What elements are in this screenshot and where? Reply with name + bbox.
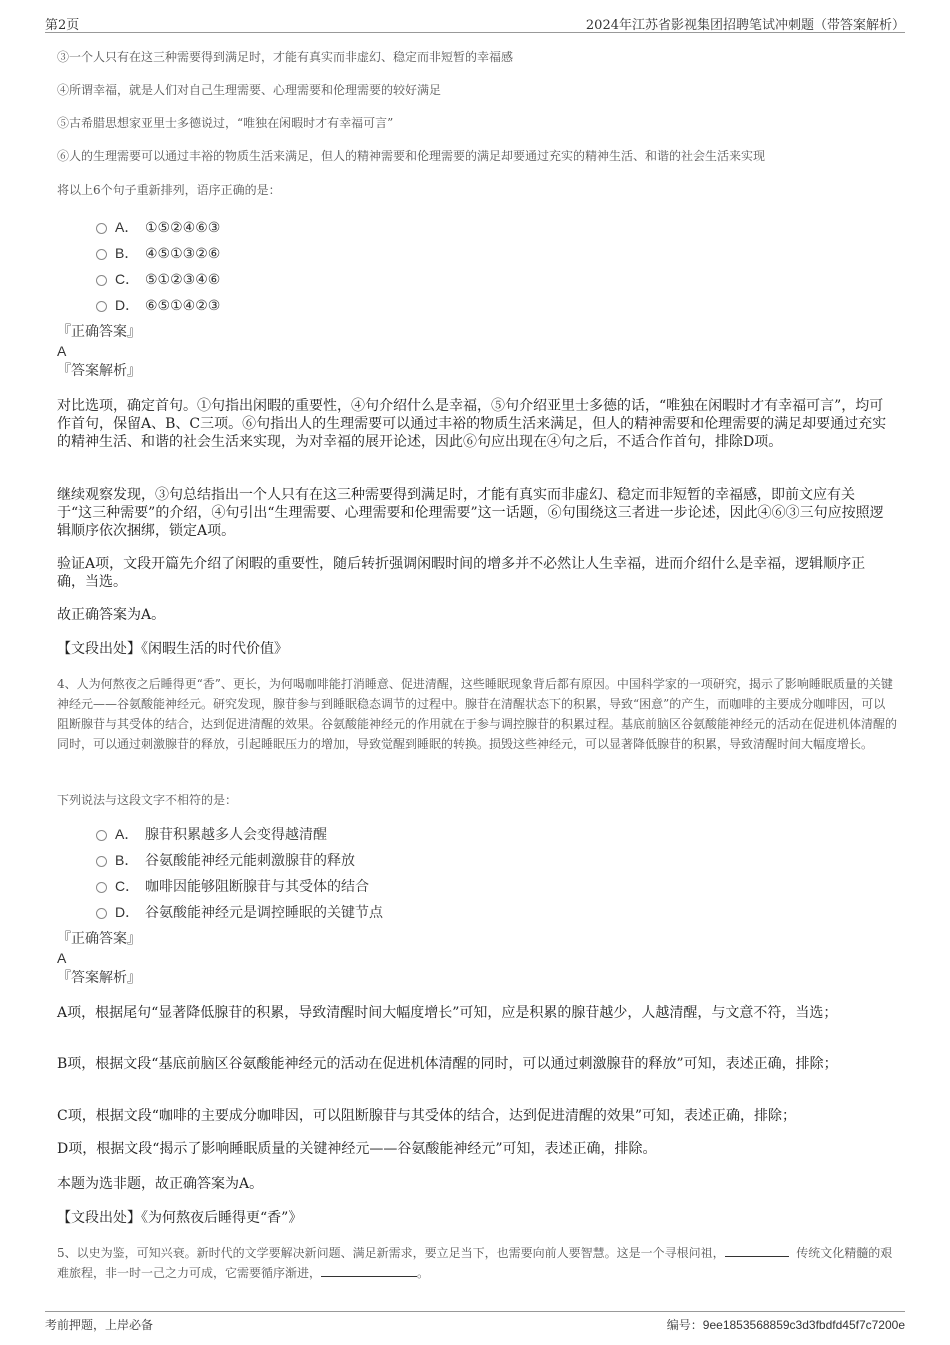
q4-analysis-conclusion: 本题为选非题，故正确答案为A。 [57, 1176, 264, 1192]
footer-slogan: 考前押题，上岸必备 [45, 1318, 154, 1332]
q3-analysis-paragraph: 对比选项，确定首句。①句指出闲暇的重要性，④句介绍什么是幸福，⑤句介绍亚里士多德的话，“唯独在闲暇时才有幸福可言”，均可作首句，保留A、B、C三项。⑥句指出人的生理需要可以通过丰裕的物质生活来满足，但人的精神需要和伦理需要的满足却要通过充实的精神生活、和谐的社会生活来实现，为对幸福的展开论述，因此⑥句应出现在④句之后，不适合作首句，排除D项。 [57, 398, 887, 450]
q4-analysis-paragraph: B项，根据文段“基底前脑区谷氨酸能神经元的活动在促进机体清醒的同时，可以通过刺激腺苷的释放”可知，表述正确，排除； [57, 1056, 838, 1072]
radio-icon[interactable] [96, 908, 107, 919]
q4-analysis-paragraph: A项，根据尾句“显著降低腺苷的积累，导致清醒时间大幅度增长”可知，应是积累的腺苷越少，人越清醒，与文意不符，当选； [57, 1005, 838, 1021]
fill-blank-1[interactable] [725, 1244, 789, 1257]
q3-prompt: 将以上6个句子重新排列，语序正确的是： [57, 183, 281, 197]
page-footer [45, 1311, 905, 1342]
q4-answer: A [57, 950, 67, 966]
q4-option-c[interactable]: C． 咖啡因能够阻断腺苷与其受体的结合 [96, 876, 369, 896]
radio-icon[interactable] [96, 223, 107, 234]
radio-icon[interactable] [96, 856, 107, 867]
radio-icon[interactable] [96, 249, 107, 260]
q3-analysis-paragraph: 继续观察发现，③句总结指出一个人只有在这三种需要得到满足时，才能有真实而非虚幻、稳定而非短暂的幸福感，即前文应有关于“这三种需要”的介绍，④句引出“生理需要、心理需要和伦理需要”这一话题，⑥句围绕这三者进一步论述，因此④⑥③三句应按照逻辑顺序依次捆绑，锁定A项。 [57, 487, 884, 539]
q4-prompt: 下列说法与这段文字不相符的是： [57, 793, 238, 807]
q3-sentence-3: ③一个人只有在这三种需要得到满足时，才能有真实而非虚幻、稳定而非短暂的幸福感 [57, 50, 514, 64]
q3-sentence-6: ⑥人的生理需要可以通过丰裕的物质生活来满足，但人的精神需要和伦理需要的满足却要通过充实的精神生活、和谐的社会生活来实现 [57, 149, 766, 163]
q3-analysis-conclusion: 故正确答案为A。 [57, 607, 166, 623]
q3-option-a[interactable]: A． ①⑤②④⑥③ [96, 217, 220, 237]
q4-answer-label: 『正确答案』 [57, 931, 141, 947]
radio-icon[interactable] [96, 301, 107, 312]
q4-analysis-paragraph: C项，根据文段“咖啡的主要成分咖啡因，可以阻断腺苷与其受体的结合，达到促进清醒的效果”可知，表述正确，排除； [57, 1108, 797, 1124]
q3-option-c[interactable]: C． ⑤①②③④⑥ [96, 269, 220, 289]
q4-source: 【文段出处】《为何熬夜后睡得更“香”》 [57, 1210, 303, 1226]
radio-icon[interactable] [96, 275, 107, 286]
q3-analysis-label: 『答案解析』 [57, 363, 141, 379]
q3-source: 【文段出处】《闲暇生活的时代价值》 [57, 641, 288, 657]
q4-analysis-label: 『答案解析』 [57, 970, 141, 986]
q4-option-a[interactable]: A． 腺苷积累越多人会变得越清醒 [96, 824, 327, 844]
q3-sentence-4: ④所谓幸福，就是人们对自己生理需要、心理需要和伦理需要的较好满足 [57, 83, 442, 97]
document-title: 2024年江苏省影视集团招聘笔试冲刺题（带答案解析） [585, 18, 905, 33]
footer-document-id: 编号：9ee1853568859c3d3fbdfd45f7c7200e [666, 1318, 905, 1332]
page-header [45, 0, 905, 33]
q3-sentence-5: ⑤古希腊思想家亚里士多德说过，“唯独在闲暇时才有幸福可言” [57, 116, 394, 130]
q5-stem: 5、以史为鉴，可知兴衰。新时代的文学要解决新问题、满足新需求，要立足当下，也需要向前人要智慧。这是一个寻根问祖， 传统文化精髓的艰难旅程，非一时一己之力可成，它需要循序渐进， 。 [57, 1246, 893, 1280]
radio-icon[interactable] [96, 882, 107, 893]
radio-icon[interactable] [96, 830, 107, 841]
q3-option-b[interactable]: B． ④⑤①③②⑥ [96, 243, 220, 263]
q3-option-d[interactable]: D． ⑥⑤①④②③ [96, 295, 220, 315]
fill-blank-2[interactable] [321, 1264, 417, 1277]
q4-option-d[interactable]: D． 谷氨酸能神经元是调控睡眠的关键节点 [96, 902, 383, 922]
q4-stem: 4、人为何熬夜之后睡得更“香”、更长，为何喝咖啡能打消睡意、促进清醒，这些睡眠现象背后都有原因。中国科学家的一项研究，揭示了影响睡眠质量的关键神经元——谷氨酸能神经元。研究发现，腺苷参与到睡眠稳态调节的过程中。腺苷在清醒状态下的积累，导致“困意”的产生，而咖啡的主要成分咖啡因，可以阻断腺苷与其受体的结合，达到促进清醒的效果。谷氨酸能神经元的作用就在于参与调控腺苷的积累过程。基底前脑区谷氨酸能神经元的活动在促进机体清醒的同时，可以通过刺激腺苷的释放，引起睡眠压力的增加，导致觉醒到睡眠的转换。损毁这些神经元，可以显著降低腺苷的积累，导致清醒时间大幅度增长。 [57, 677, 898, 751]
q3-answer-label: 『正确答案』 [57, 324, 141, 340]
q3-answer: A [57, 343, 67, 359]
page-number: 第2页 [45, 18, 80, 33]
q3-analysis-paragraph: 验证A项，文段开篇先介绍了闲暇的重要性，随后转折强调闲暇时间的增多并不必然让人生幸福，进而介绍什么是幸福，逻辑顺序正确，当选。 [57, 556, 866, 590]
q4-analysis-paragraph: D项，根据文段“揭示了影响睡眠质量的关键神经元——谷氨酸能神经元”可知，表述正确，排除。 [57, 1141, 657, 1157]
q4-option-b[interactable]: B． 谷氨酸能神经元能刺激腺苷的释放 [96, 850, 355, 870]
